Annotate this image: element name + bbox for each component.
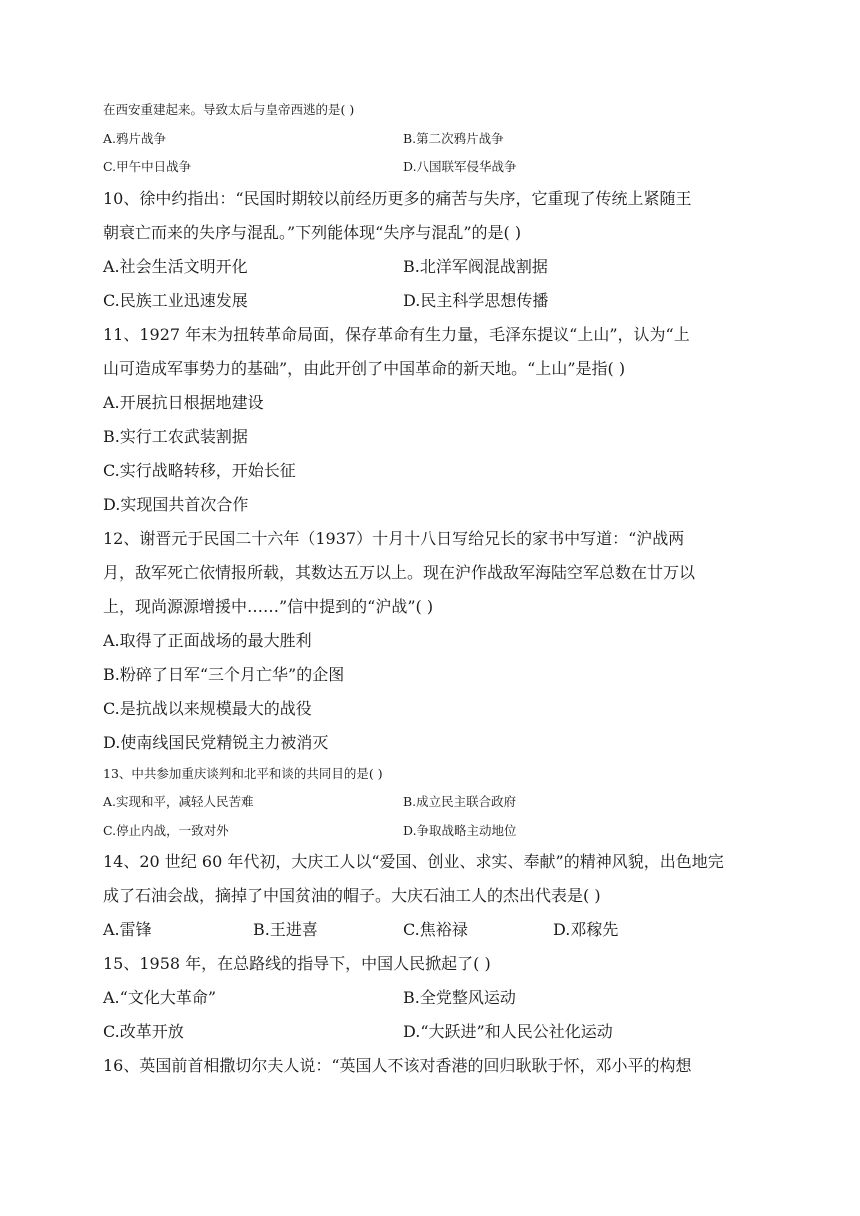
question-stem: 朝衰亡而来的失序与混乱。”下列能体现“失序与混乱”的是( )	[103, 222, 522, 242]
option-b: B.北洋军阀混战割据	[403, 256, 548, 276]
option-d: D.争取战略主动地位	[403, 822, 517, 838]
question-10	[103, 182, 763, 318]
option-a: A.雷锋	[103, 920, 152, 939]
option-a: A.“文化大革命”	[103, 988, 217, 1007]
option-c: C.实行战略转移，开始长征	[103, 460, 296, 480]
question-12	[103, 522, 763, 760]
exam-page	[103, 96, 763, 1083]
question-16	[103, 1049, 763, 1083]
option-b: B.成立民主联合政府	[403, 794, 517, 809]
option-c: C.甲午中日战争	[103, 159, 192, 174]
option-d: D.实现国共首次合作	[103, 494, 249, 514]
options-row	[103, 913, 763, 947]
option-c: C.焦裕禄	[403, 920, 468, 939]
options-row	[103, 284, 763, 318]
options-row	[103, 125, 763, 154]
option-d: D.使南线国民党精锐主力被消灭	[103, 732, 329, 752]
option-c: C.民族工业迅速发展	[103, 290, 248, 310]
options-row	[103, 250, 763, 284]
question-stem: 14、20 世纪 60 年代初，大庆工人以“爱国、创业、求实、奉献”的精神风貌，出色地完	[103, 852, 724, 871]
options-row	[103, 153, 763, 182]
options-row	[103, 1015, 763, 1049]
options-row	[103, 981, 763, 1015]
question-14	[103, 845, 763, 947]
question-stem: 在西安重建起来。导致太后与皇帝西逃的是( )	[103, 102, 355, 117]
option-a: A.开展抗日根据地建设	[103, 392, 264, 412]
option-d: D.邓稼先	[553, 920, 619, 939]
question-stem: 11、1927 年末为扭转革命局面，保存革命有生力量，毛泽东提议“上山”，认为“上	[103, 324, 690, 344]
option-c: C.改革开放	[103, 1022, 184, 1041]
option-b: B.全党整风运动	[403, 988, 516, 1007]
question-11	[103, 318, 763, 522]
options-row	[103, 817, 763, 846]
question-stem: 12、谢晋元于民国二十六年（1937）十月十八日写给兄长的家书中写道：“沪战两	[103, 528, 685, 548]
question-13	[103, 760, 763, 846]
question-stem: 山可造成军事势力的基础”，由此开创了中国革命的新天地。“上山”是指( )	[103, 358, 626, 378]
question-15	[103, 947, 763, 1049]
option-d: D.八国联军侵华战争	[403, 159, 517, 174]
option-b: B.王进喜	[253, 920, 318, 939]
option-b: B.第二次鸦片战争	[403, 130, 504, 146]
option-a: A.社会生活文明开化	[103, 256, 248, 276]
option-b: B.粉碎了日军“三个月亡华”的企图	[103, 664, 345, 684]
question-stem: 16、英国前首相撒切尔夫人说：“英国人不该对香港的回归耿耿于怀，邓小平的构想	[103, 1056, 692, 1075]
options-row	[103, 788, 763, 817]
option-a: A.鸦片战争	[103, 130, 167, 146]
question-stem: 成了石油会战，摘掉了中国贫油的帽子。大庆石油工人的杰出代表是( )	[103, 886, 601, 905]
question-stem: 15、1958 年，在总路线的指导下，中国人民掀起了( )	[103, 954, 491, 973]
option-c: C.停止内战，一致对外	[103, 822, 229, 838]
option-d: D.民主科学思想传播	[403, 290, 549, 310]
option-b: B.实行工农武装割据	[103, 426, 248, 446]
option-d: D.“大跃进”和人民公社化运动	[403, 1022, 613, 1041]
question-stem: 月，敌军死亡依情报所载，其数达五万以上。现在沪作战敌军海陆空军总数在廿万以	[103, 562, 696, 582]
option-a: A.实现和平，减轻人民苦难	[103, 794, 254, 809]
option-a: A.取得了正面战场的最大胜利	[103, 630, 312, 650]
question-stem: 上，现尚源源增援中……”信中提到的“沪战”( )	[103, 596, 434, 616]
question-stem: 10、徐中约指出：“民国时期较以前经历更多的痛苦与失序，它重现了传统上紧随王	[103, 188, 692, 208]
option-c: C.是抗战以来规模最大的战役	[103, 698, 312, 718]
question-stem: 13、中共参加重庆谈判和北平和谈的共同目的是( )	[103, 765, 383, 781]
question-9	[103, 96, 763, 182]
